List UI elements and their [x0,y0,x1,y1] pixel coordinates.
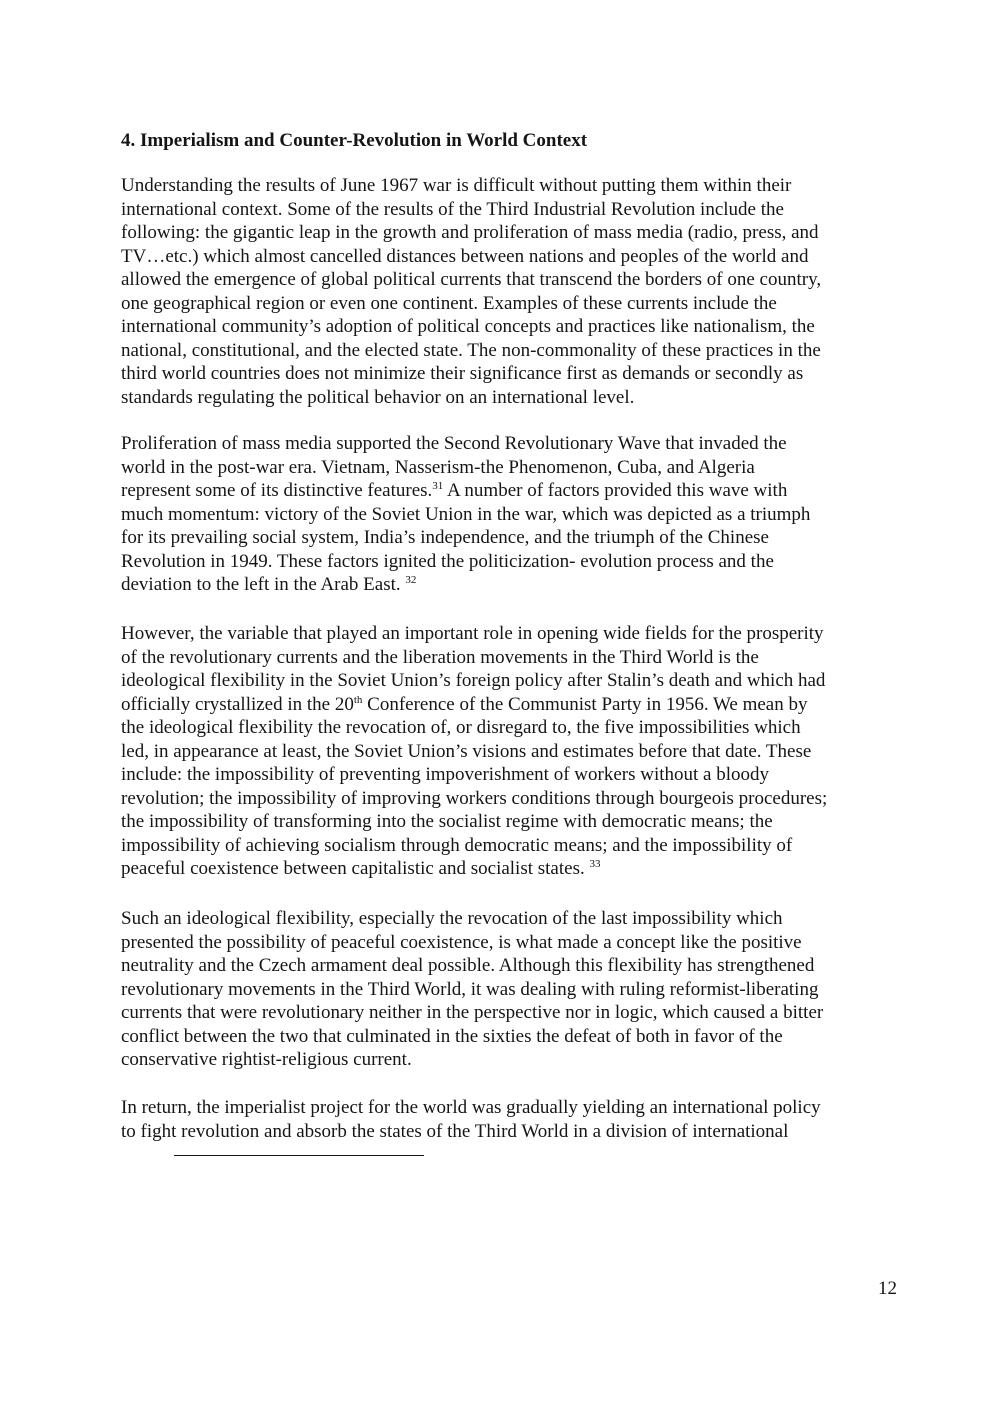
paragraph-line: ideological flexibility in the Soviet Union’s foreign policy after Stalin’s death and which had [121,670,826,691]
paragraph-line: presented the possibility of peaceful coexistence, is what made a concept like the positive [121,931,802,953]
paragraph-line: However, the variable that played an important role in opening wide fields for the prosperity [121,623,824,644]
paragraph-line: Understanding the results of June 1967 war is difficult without putting them within their [121,175,792,196]
paragraph-line: of the revolutionary currents and the liberation movements in the Third World is the [121,646,759,668]
line-text: peaceful coexistence between capitalistic and socialist states. [121,858,590,879]
paragraph-line: neutrality and the Czech armament deal possible. Although this flexibility has strengthened [121,955,815,976]
footnote-ref-33: 33 [589,858,601,870]
footnote-separator [174,1155,424,1156]
ordinal-suffix: th [353,693,363,706]
paragraph-line: national, constitutional, and the elected state. The non-commonality of these practices in the [121,339,821,361]
paragraph-line: international context. Some of the results of the Third Industrial Revolution include the [121,198,784,220]
paragraph-line: impossibility of achieving socialism through democratic means; and the impossibility of [121,834,793,856]
line-text: A number of factors provided this wave with [443,480,788,501]
paragraph-5 [121,1096,881,1143]
paragraph-line: following: the gigantic leap in the growth and proliferation of mass media (radio, press, and [121,222,819,243]
paragraph-line: much momentum: victory of the Soviet Union in the war, which was depicted as a triumph [121,503,811,525]
paragraph-line: the ideological flexibility the revocation of, or disregard to, the five impossibilities which [121,717,801,738]
paragraph-4 [121,907,881,1072]
paragraph-line: allowed the emergence of global political currents that transcend the borders of one country, [121,269,822,290]
paragraph-line: to fight revolution and absorb the states of the Third World in a division of international [121,1120,789,1142]
paragraph-line: currents that were revolutionary neither in the perspective nor in logic, which caused a bitter [121,1002,824,1023]
section-heading: 4. Imperialism and Counter-Revolution in World Context [121,130,588,151]
line-text: represent some of its distinctive features. [121,480,433,501]
paragraph-line: third world countries does not minimize their significance first as demands or secondly as [121,363,804,384]
line-text: deviation to the left in the Arab East. [121,574,406,595]
paragraph-line: one geographical region or even one continent. Examples of these currents include the [121,292,777,314]
paragraph-line: include: the impossibility of preventing impoverishment of workers without a bloody [121,764,770,785]
paragraph-line: Proliferation of mass media supported the Second Revolutionary Wave that invaded the [121,433,787,454]
paragraph-line: the impossibility of transforming into the socialist regime with democratic means; the [121,811,773,832]
paragraph-2 [121,432,881,597]
paragraph-line [121,693,881,717]
paragraph-line: conflict between the two that culminated in the sixties the defeat of both in favor of the [121,1025,783,1047]
paragraph-line [121,857,881,881]
paragraph-line: standards regulating the political behavior on an international level. [121,386,635,408]
paragraph-line: revolutionary movements in the Third World, it was dealing with ruling reformist-liberating [121,978,819,1000]
page-number: 12 [878,1278,897,1299]
paragraph-line: Such an ideological flexibility, especially the revocation of the last impossibility which [121,908,783,929]
paragraph-line: led, in appearance at least, the Soviet Union’s visions and estimates before that date. These [121,740,812,762]
paragraph-line [121,479,881,503]
paragraph-line: world in the post-war era. Vietnam, Nasserism-the Phenomenon, Cuba, and Algeria [121,456,755,478]
footnote-ref-32: 32 [405,574,417,586]
paragraph-line: TV…etc.) which almost cancelled distances between nations and peoples of the world and [121,245,809,267]
paragraph-line: international community’s adoption of political concepts and practices like nationalism, the [121,316,815,337]
paragraph-3 [121,622,881,881]
paragraph-line: Revolution in 1949. These factors ignited the politicization- evolution process and the [121,550,774,572]
paragraph-line: conservative rightist-religious current. [121,1049,412,1070]
paragraph-line [121,573,881,597]
footnote-ref-31: 31 [432,480,444,492]
paragraph-line: In return, the imperialist project for the world was gradually yielding an international policy [121,1097,821,1118]
line-text: officially crystallized in the 20 [121,693,354,715]
line-text: Conference of the Communist Party in 1956. We mean by [362,693,808,715]
paragraph-line: revolution; the impossibility of improving workers conditions through bourgeois procedures; [121,787,828,809]
paragraph-line: for its prevailing social system, India’s independence, and the triumph of the Chinese [121,527,769,548]
paragraph-1 [121,174,881,409]
